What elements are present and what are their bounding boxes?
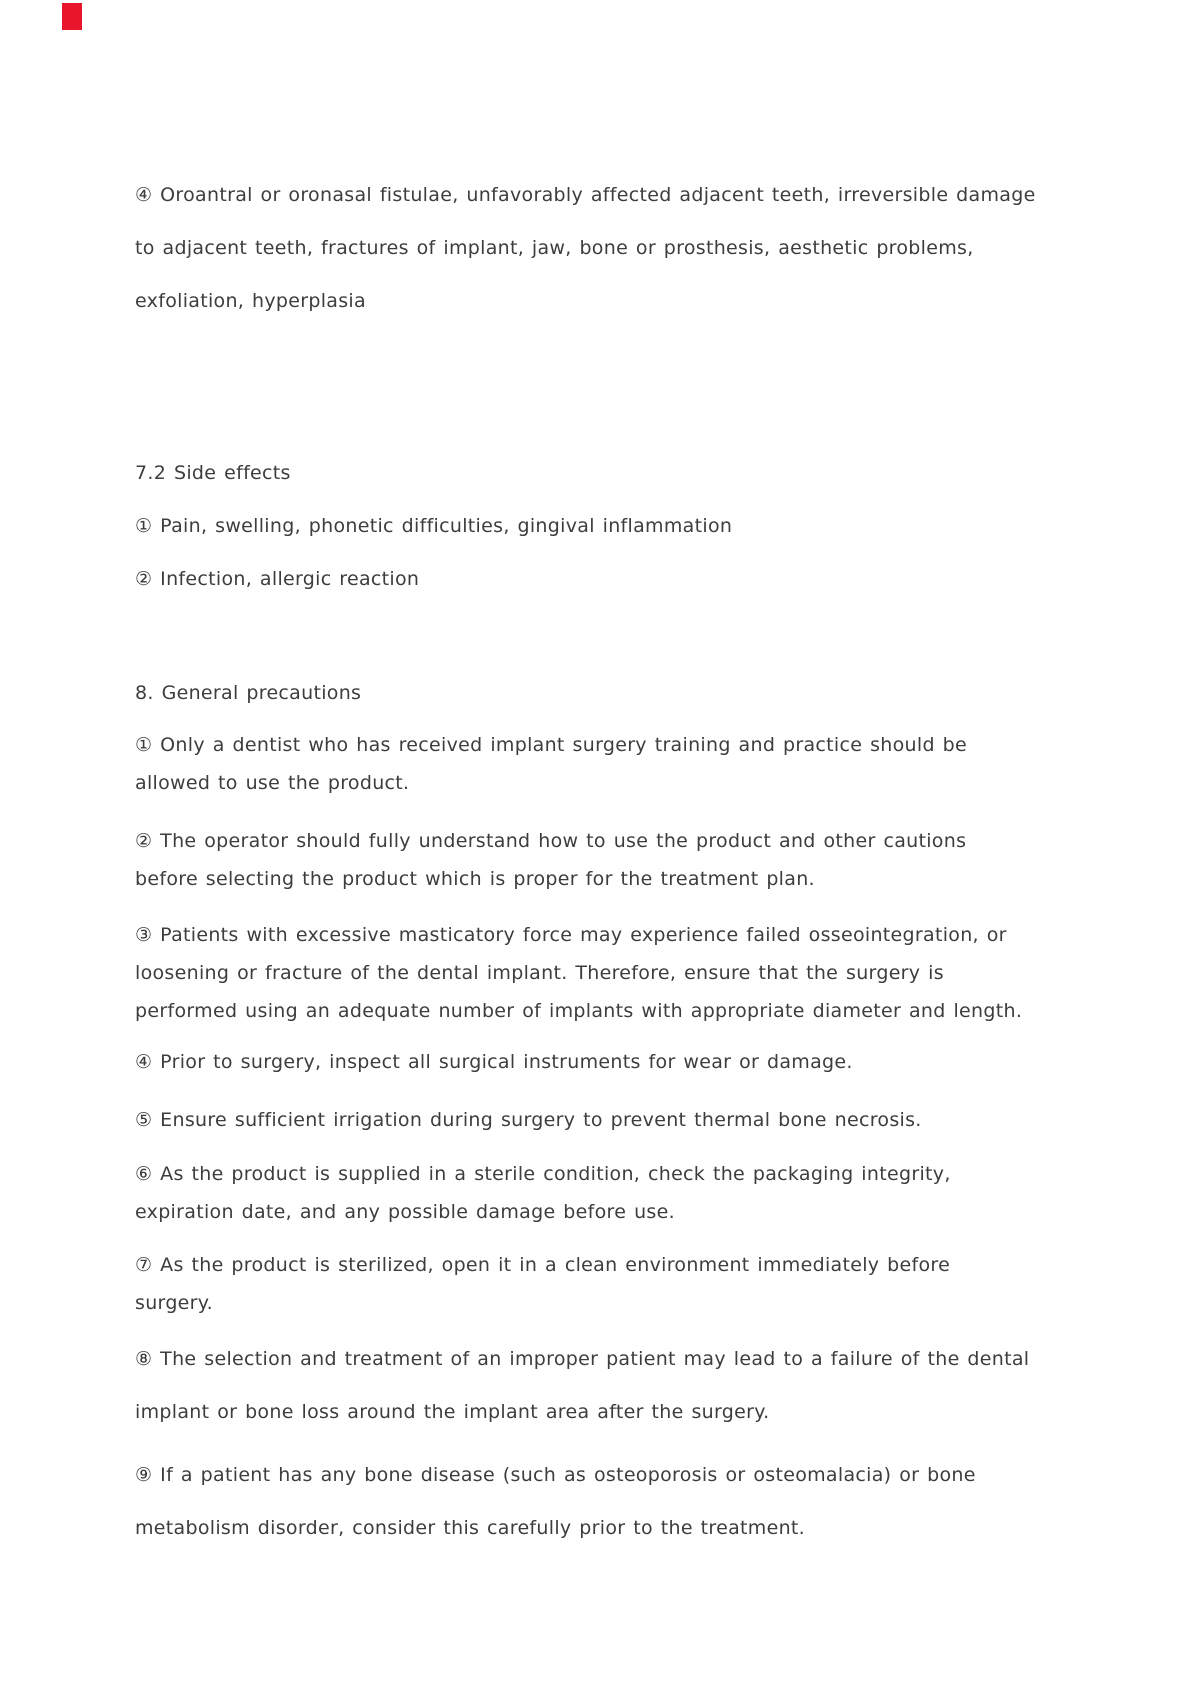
text-line: loosening or fracture of the dental implant. Therefore, ensure that the surgery is [135,962,944,984]
precaution-item-6 [135,1155,1085,1231]
section-heading-general-precautions [135,667,1085,720]
text-line: ④ Prior to surgery, inspect all surgical instruments for wear or damage. [135,1051,853,1073]
side-effect-item: ① Pain, swelling, phonetic difficulties, gingival inflammation [135,515,733,537]
document-body [135,169,1085,1555]
text-line: exfoliation, hyperplasia [135,290,366,312]
text-line: ⑨ If a patient has any bone disease (such as osteoporosis or osteomalacia) or bone [135,1464,976,1486]
section-side-effects [135,447,1085,606]
precaution-item-8 [135,1333,1085,1439]
text-line: ⑥ As the product is supplied in a sterile condition, check the packaging integrity, [135,1163,951,1185]
text-line: performed using an adequate number of implants with appropriate diameter and length. [135,1000,1023,1022]
text-line: ⑦ As the product is sterilized, open it in a clean environment immediately before [135,1254,951,1276]
precaution-item-1 [135,726,1085,802]
text-line: before selecting the product which is proper for the treatment plan. [135,868,815,890]
text-line: ③ Patients with excessive masticatory force may experience failed osseointegration, or [135,924,1007,946]
text-line: ④ Oroantral or oronasal fistulae, unfavorably affected adjacent teeth, irreversible damage [135,184,1036,206]
text-line: to adjacent teeth, fractures of implant, jaw, bone or prosthesis, aesthetic problems, [135,237,974,259]
precaution-item-3 [135,916,1085,1030]
text-line: implant or bone loss around the implant area after the surgery. [135,1401,770,1423]
paragraph-complications [135,169,1085,328]
precaution-item-5 [135,1101,1085,1139]
precaution-item-7 [135,1246,1085,1322]
text-line: ① Only a dentist who has received implant surgery training and practice should be [135,734,968,756]
text-line: expiration date, and any possible damage before use. [135,1201,675,1223]
text-line: ② The operator should fully understand how to use the product and other cautions [135,830,967,852]
precaution-item-4 [135,1043,1085,1081]
text-line: surgery. [135,1292,213,1314]
text-line: ⑤ Ensure sufficient irrigation during surgery to prevent thermal bone necrosis. [135,1109,922,1131]
precaution-item-2 [135,822,1085,898]
section-heading-side-effects: 7.2 Side effects [135,462,291,484]
text-line: metabolism disorder, consider this carefully prior to the treatment. [135,1517,806,1539]
red-rectangle-marker [62,3,82,30]
section-heading-text: 8. General precautions [135,682,362,704]
side-effect-item: ② Infection, allergic reaction [135,568,420,590]
precaution-item-9 [135,1449,1085,1555]
text-line: allowed to use the product. [135,772,410,794]
text-line: ⑧ The selection and treatment of an improper patient may lead to a failure of the dental [135,1348,1030,1370]
